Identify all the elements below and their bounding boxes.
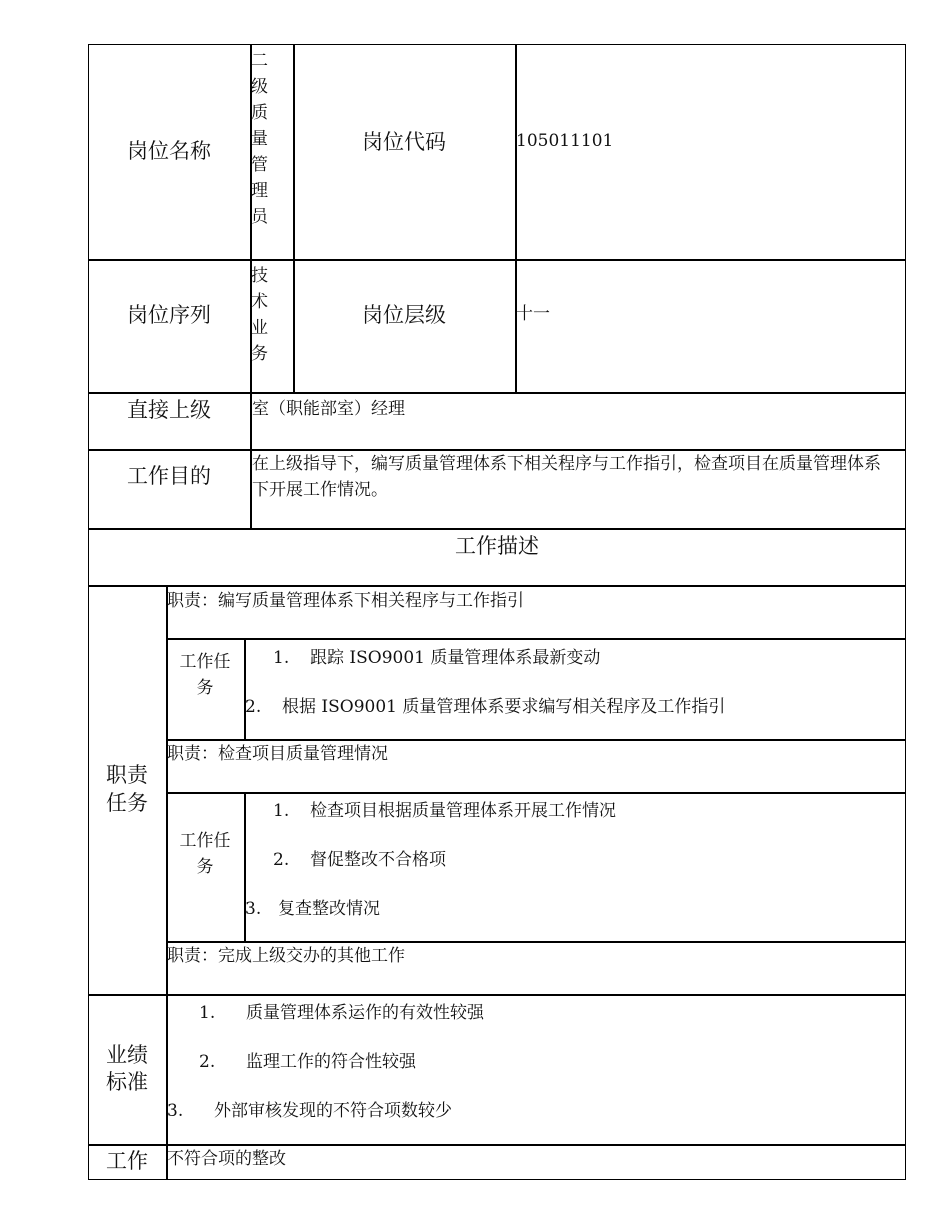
task-number: 1. [273,648,290,668]
performance-number: 3. [167,1101,184,1121]
performance-number: 1. [199,1003,216,1023]
row-divider [88,1144,906,1146]
position-level-value: 十一 [516,304,550,324]
duties-section-label [88,585,166,994]
work-label: 工作 [106,1149,148,1174]
row-divider [166,638,906,640]
row-divider [88,585,906,587]
row-divider [166,739,906,741]
performance-text: 外部审核发现的不符合项数较少 [214,1101,452,1121]
col-divider [515,44,517,392]
position-code-value: 105011101 [516,131,614,151]
performance-item-2 [199,1047,416,1072]
row-divider [166,792,906,794]
task-1-1 [273,643,600,668]
task-text: 根据 ISO9001 质量管理体系要求编写相关程序及工作指引 [282,697,726,717]
task-number: 1. [273,801,290,821]
position-level-label: 岗位层级 [362,303,446,328]
duty-3: 职责：完成上级交办的其他工作 [167,946,405,966]
performance-label [88,994,166,1144]
duties-section-label-text: 职责任务 [106,763,148,815]
position-code-label: 岗位代码 [362,130,446,155]
task-2-1 [273,796,616,821]
performance-text: 监理工作的符合性较强 [246,1052,416,1072]
task-2-2 [273,845,446,870]
performance-label-text: 业绩标准 [106,1042,148,1094]
task-label-1-text: 工作任务 [179,652,231,698]
performance-number: 2. [199,1052,216,1072]
col-divider [244,638,246,739]
performance-item-1 [199,998,484,1023]
superior-label: 直接上级 [127,398,211,423]
position-name-label: 岗位名称 [127,138,211,163]
position-sequence-value: 技术业务 [251,266,268,364]
duty-1: 职责：编写质量管理体系下相关程序与工作指引 [167,591,524,611]
task-text: 督促整改不合格项 [310,850,446,870]
performance-item-3 [167,1096,452,1121]
purpose-label: 工作目的 [127,464,211,489]
position-sequence-label: 岗位序列 [127,303,211,328]
task-text: 跟踪 ISO9001 质量管理体系最新变动 [310,648,601,668]
task-text: 复查整改情况 [278,899,380,919]
work-value: 不符合项的整改 [167,1149,286,1169]
task-1-2 [245,692,725,717]
task-number: 2. [245,697,262,717]
performance-text: 质量管理体系运作的有效性较强 [246,1003,484,1023]
superior-value: 室（职能部室）经理 [252,399,405,419]
task-label-1 [166,650,244,701]
task-number: 3. [245,899,262,919]
task-2-3 [245,894,380,919]
task-text: 检查项目根据质量管理体系开展工作情况 [310,801,616,821]
row-divider [88,994,906,996]
task-number: 2. [273,850,290,870]
task-label-2 [166,829,244,880]
job-description-table [88,44,906,1180]
position-name-value: 二级质量管理员 [251,51,268,227]
purpose-value: 在上级指导下，编写质量管理体系下相关程序与工作指引，检查项目在质量管理体系下开展工作情况。 [252,454,881,500]
row-divider [166,941,906,943]
description-title: 工作描述 [455,534,539,559]
duty-2: 职责：检查项目质量管理情况 [167,744,388,764]
task-label-2-text: 工作任务 [179,831,231,877]
